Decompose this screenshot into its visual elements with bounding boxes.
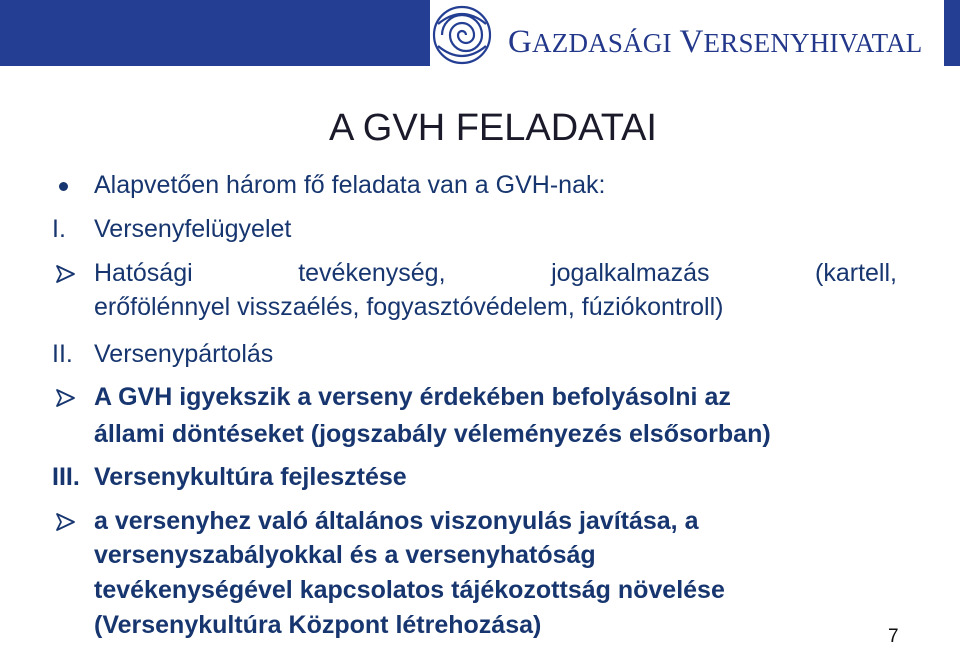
header-band — [0, 0, 960, 70]
section2-number: II. — [52, 340, 73, 368]
item1-word: jogalkalmazás — [551, 259, 710, 287]
section3-number: III. — [52, 463, 80, 491]
item2-line2: állami döntéseket (jogszabály véleményezés elsősorban) — [94, 420, 771, 448]
intro-text: Alapvetően három fő feladata van a GVH-nak: — [94, 171, 606, 199]
header-right-band — [944, 0, 960, 66]
arrow-bullet-icon — [55, 264, 77, 284]
slide-title: A GVH FELADATAI — [328, 107, 657, 149]
section1-number: I. — [52, 215, 66, 243]
section1-heading: Versenyfelügyelet — [94, 215, 292, 243]
arrow-bullet-icon — [55, 512, 77, 532]
gvh-logo-text: GAZDASÁGI VERSENYHIVATAL — [508, 24, 923, 60]
item1-word: (kartell, — [815, 259, 897, 287]
section2-heading: Versenypártolás — [94, 340, 274, 368]
arrow-bullet-icon — [55, 388, 77, 408]
item3-line1: a versenyhez való általános viszonyulás javítása, a — [94, 507, 699, 535]
gvh-logo-icon — [430, 4, 494, 66]
item2-line1: A GVH igyekszik a verseny érdekében befolyásolni az — [94, 383, 731, 411]
header-blue-band — [0, 0, 430, 66]
bullet-dot-icon — [59, 182, 68, 191]
item1-word: Hatósági — [94, 259, 193, 287]
item1-line1 — [94, 258, 897, 288]
item3-line2: versenyszabályokkal és a versenyhatóság — [94, 541, 596, 569]
item3-line4: (Versenykultúra Központ létrehozása) — [94, 611, 542, 639]
page-number: 7 — [888, 626, 899, 647]
section3-heading: Versenykultúra fejlesztése — [94, 463, 407, 491]
item1-line2: erőfölénnyel visszaélés, fogyasztóvédelem, fúziókontroll) — [94, 293, 724, 321]
item1-word: tevékenység, — [298, 259, 446, 287]
item3-line3: tevékenységével kapcsolatos tájékozottság növelése — [94, 576, 725, 604]
